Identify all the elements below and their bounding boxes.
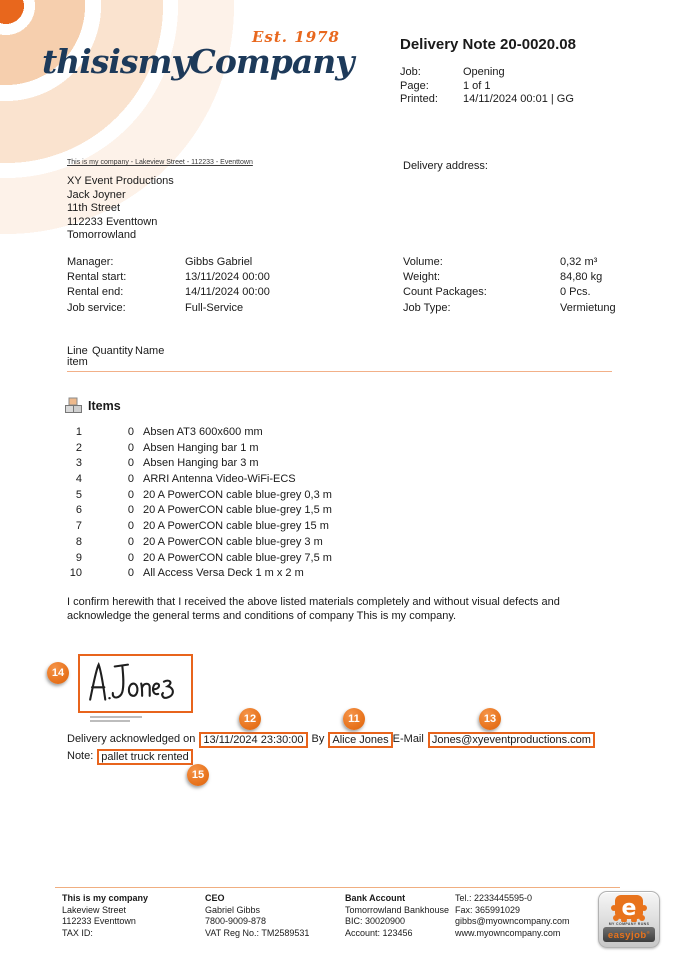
ack-by-label: By xyxy=(311,733,325,745)
easyjob-reg-mark: ® xyxy=(646,930,651,935)
rental-start-label: Rental start: xyxy=(67,271,127,284)
footer-company-column xyxy=(62,893,148,939)
acknowledged-by-field[interactable]: Alice Jones xyxy=(328,732,392,748)
recipient-address xyxy=(67,175,174,243)
footer-company-title: This is my company xyxy=(62,893,149,903)
item-qty: 0 xyxy=(127,473,134,486)
weight-value: 84,80 kg xyxy=(560,271,603,284)
item-line: 2 xyxy=(75,441,82,454)
acknowledged-email-field[interactable]: Jones@xyeventproductions.com xyxy=(428,732,595,748)
item-line: 6 xyxy=(75,504,82,517)
sender-address-line: This is my company - Lakeview Street - 112233 - Eventtown xyxy=(67,159,253,166)
annotation-badge-11[interactable]: 11 xyxy=(343,708,365,730)
job-service-value: Full-Service xyxy=(185,301,244,314)
recipient-line: 11th Street xyxy=(67,202,120,214)
item-row xyxy=(67,426,332,442)
manager-value: Gibbs Gabriel xyxy=(185,256,253,268)
item-qty: 0 xyxy=(127,551,134,564)
note-label: Note: xyxy=(67,750,94,762)
recipient-line: 112233 Eventtown xyxy=(67,215,158,228)
item-line: 8 xyxy=(75,535,82,548)
col-header-line: Line xyxy=(67,345,88,357)
acknowledgement-block xyxy=(67,731,657,765)
footer-ceo-line: 7800-9009-878 xyxy=(205,916,267,926)
rental-end-value: 14/11/2024 00:00 xyxy=(185,286,270,299)
meta-row-printed xyxy=(400,93,574,107)
item-row xyxy=(67,520,332,536)
footer-tel: Tel.: 2233445595-0 xyxy=(455,893,533,903)
item-name: Absen AT3 600x600 mm xyxy=(143,426,263,438)
signature-image xyxy=(82,658,190,710)
note-field[interactable]: pallet truck rented xyxy=(97,749,192,765)
items-table-header xyxy=(67,345,612,373)
document-title: Delivery Note 20-0020.08 xyxy=(400,36,576,53)
item-qty: 0 xyxy=(127,535,134,548)
table-header-rule xyxy=(67,371,612,372)
footer-fax: Fax: 365991029 xyxy=(455,904,521,915)
ack-email-label: E-Mail xyxy=(392,733,424,745)
item-qty: 0 xyxy=(127,441,134,454)
item-row xyxy=(67,442,332,458)
footer-website: www.myowncompany.com xyxy=(455,927,561,938)
footer-bank-line: Tomorrowland Bankhouse xyxy=(345,904,450,915)
items-section-header xyxy=(64,397,121,414)
confirmation-text: I confirm herewith that I received the above listed materials completely and without visual defects and acknowledge the general terms and conditions of company This is my company. xyxy=(67,596,560,622)
meta-printed-label: Printed: xyxy=(400,93,438,105)
footer-ceo-column xyxy=(205,893,309,939)
item-name: Absen Hanging bar 3 m xyxy=(143,457,259,470)
item-name: ARRI Antenna Video-WiFi-ECS xyxy=(143,473,296,486)
job-details-right xyxy=(403,255,616,316)
meta-page-label: Page: xyxy=(400,79,429,92)
item-line: 5 xyxy=(75,488,82,501)
item-qty: 0 xyxy=(127,504,134,517)
company-logo xyxy=(42,28,354,81)
item-qty: 0 xyxy=(127,457,134,470)
item-line: 10 xyxy=(69,567,82,580)
footer-bank-column xyxy=(345,893,449,939)
item-line: 7 xyxy=(75,520,82,533)
col-header-name: Name xyxy=(135,345,165,357)
meta-row-job xyxy=(400,66,574,80)
easyjob-logo xyxy=(598,891,660,948)
item-line: 4 xyxy=(75,473,82,486)
items-section-title: Items xyxy=(88,398,121,413)
item-line: 9 xyxy=(75,551,82,564)
job-details-left xyxy=(67,255,270,316)
ack-prefix: Delivery acknowledged on xyxy=(67,733,196,745)
weight-label: Weight: xyxy=(403,271,441,284)
annotation-badge-15[interactable]: 15 xyxy=(187,764,209,786)
manager-label: Manager: xyxy=(67,256,114,268)
job-type-label: Job Type: xyxy=(403,301,451,314)
rental-end-label: Rental end: xyxy=(67,286,124,299)
item-row xyxy=(67,489,332,505)
easyjob-brand: easyjob® xyxy=(603,927,655,942)
meta-row-page xyxy=(400,80,574,94)
item-name: 20 A PowerCON cable blue-grey 0,3 m xyxy=(143,488,332,501)
col-header-item: item xyxy=(67,356,88,368)
easyjob-tagline: MY COMPANY RUNS xyxy=(608,922,650,926)
signature-meta-lines xyxy=(90,716,142,724)
footer-contact-column xyxy=(455,893,570,939)
footer-rule xyxy=(55,887,620,888)
item-qty: 0 xyxy=(127,426,134,438)
volume-label: Volume: xyxy=(403,256,443,268)
acknowledged-datetime-field[interactable]: 13/11/2024 23:30:00 xyxy=(199,732,307,748)
rental-start-value: 13/11/2024 00:00 xyxy=(185,271,270,284)
footer-company-line: 112233 Eventtown xyxy=(62,916,136,926)
item-name: All Access Versa Deck 1 m x 2 m xyxy=(143,567,304,580)
item-row xyxy=(67,567,332,583)
item-row xyxy=(67,552,332,568)
item-qty: 0 xyxy=(127,567,134,580)
col-header-quantity: Quantity xyxy=(92,345,133,357)
footer-ceo-line: VAT Reg No.: TM2589531 xyxy=(205,927,310,938)
recipient-line: XY Event Productions xyxy=(67,175,174,187)
item-name: Absen Hanging bar 1 m xyxy=(143,441,259,454)
footer-company-line: Lakeview Street xyxy=(62,904,127,915)
recipient-line: Tomorrowland xyxy=(67,229,137,241)
item-name: 20 A PowerCON cable blue-grey 3 m xyxy=(143,535,323,548)
footer-bank-line: BIC: 30020900 xyxy=(345,916,406,926)
job-type-value: Vermietung xyxy=(560,301,616,314)
meta-job-value: Opening xyxy=(463,66,505,78)
annotation-badge-14[interactable]: 14 xyxy=(47,662,69,684)
count-packages-label: Count Packages: xyxy=(403,286,487,299)
item-row xyxy=(67,536,332,552)
logo-est-text: Est. 1978 xyxy=(252,28,340,46)
document-meta xyxy=(400,66,574,107)
annotation-badge-12[interactable]: 12 xyxy=(239,708,261,730)
footer-ceo-title: CEO xyxy=(205,893,225,903)
meta-page-value: 1 of 1 xyxy=(463,79,491,92)
signature-field[interactable] xyxy=(78,654,193,713)
logo-wordmark: thisismyCompany xyxy=(42,42,354,81)
job-service-label: Job service: xyxy=(67,301,126,314)
note-line xyxy=(67,748,657,765)
footer-email: gibbs@myowncompany.com xyxy=(455,916,570,926)
footer-company-line: TAX ID: xyxy=(62,927,93,938)
delivery-address-label: Delivery address: xyxy=(403,160,488,172)
footer-bank-title: Bank Account xyxy=(345,893,406,903)
item-name: 20 A PowerCON cable blue-grey 1,5 m xyxy=(143,504,332,517)
annotation-badge-13[interactable]: 13 xyxy=(479,708,501,730)
footer-bank-line: Account: 123456 xyxy=(345,927,413,938)
svg-text:e: e xyxy=(621,896,637,921)
items-list xyxy=(67,426,332,583)
item-name: 20 A PowerCON cable blue-grey 15 m xyxy=(143,520,329,533)
recipient-line: Jack Joyner xyxy=(67,188,126,201)
items-cubes-icon xyxy=(64,397,82,414)
meta-job-label: Job: xyxy=(400,66,421,78)
item-line: 1 xyxy=(75,426,82,438)
count-packages-value: 0 Pcs. xyxy=(560,286,591,299)
item-row xyxy=(67,473,332,489)
meta-printed-value: 14/11/2024 00:01 | GG xyxy=(463,93,574,105)
item-line: 3 xyxy=(75,457,82,470)
volume-value: 0,32 m³ xyxy=(560,256,598,268)
item-row xyxy=(67,457,332,473)
footer-ceo-line: Gabriel Gibbs xyxy=(205,904,261,915)
item-name: 20 A PowerCON cable blue-grey 7,5 m xyxy=(143,551,332,564)
item-qty: 0 xyxy=(127,520,134,533)
acknowledgement-line xyxy=(67,731,657,748)
item-qty: 0 xyxy=(127,488,134,501)
easyjob-gear-icon xyxy=(610,894,648,922)
item-row xyxy=(67,504,332,520)
